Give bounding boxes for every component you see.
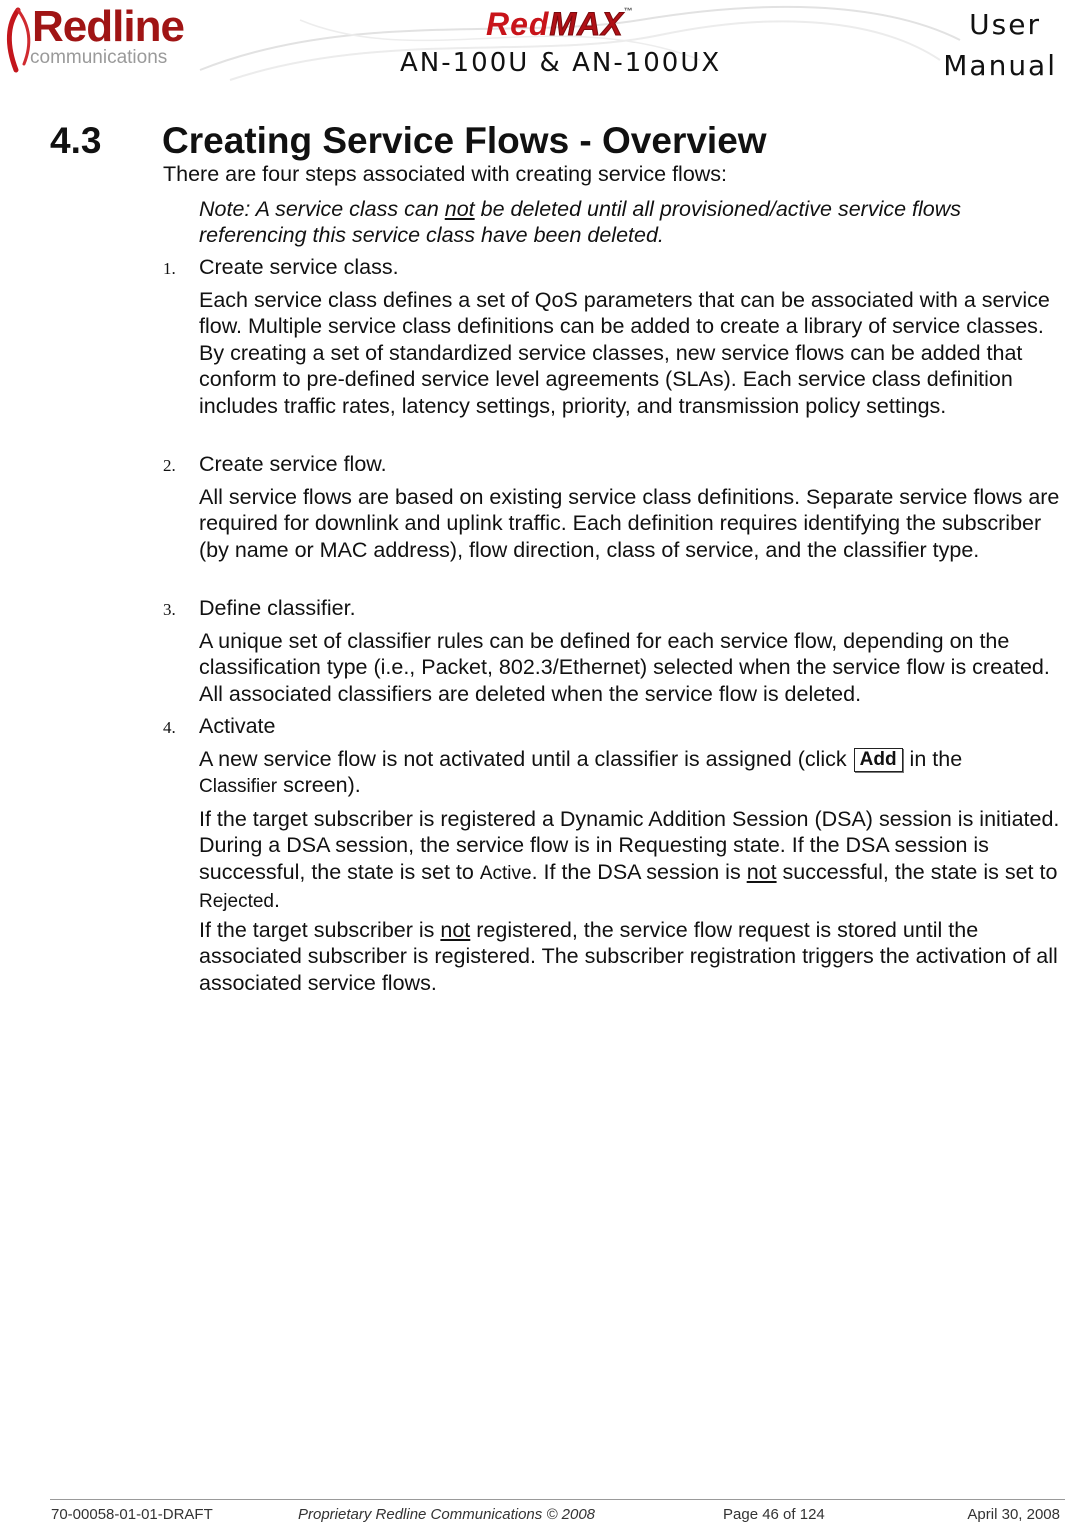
step-3-heading bbox=[163, 596, 356, 621]
step-number: 1. bbox=[163, 259, 176, 278]
step-3-body: A unique set of classifier rules can be defined for each service flow, depending on the classification type (i.e., Packet, 802.3/Ethernet) selected when the service flow is created. All associated classifiers are deleted when the service flow is deleted. bbox=[199, 629, 1050, 706]
step-4-p1-end: screen). bbox=[277, 773, 361, 798]
step-title: Create service class. bbox=[199, 255, 399, 279]
document-type-line2: Manual bbox=[943, 49, 1057, 82]
classifier-screen-name: Classifier bbox=[199, 776, 278, 798]
redline-logo-sub: communications bbox=[30, 47, 168, 68]
step-4-p2-not: not bbox=[746, 859, 777, 884]
step-4-heading bbox=[163, 714, 275, 739]
step-title: Define classifier. bbox=[199, 596, 356, 620]
note-emphasis: not bbox=[444, 197, 475, 221]
step-4-p2-c: successful, the state is set to bbox=[776, 859, 1058, 884]
step-2-body: All service flows are based on existing service class definitions. Separate service flows are required for downlink and uplink traffic. Each definition requires identifying the subscriber (by name or MAC address), flow direction, class of service, and the classifier type. bbox=[199, 485, 1060, 562]
footer-doc-id: 70-00058-01-01-DRAFT bbox=[51, 1506, 213, 1523]
step-number: 4. bbox=[163, 718, 176, 737]
redmax-logo-red: Red bbox=[486, 6, 550, 42]
step-4-p2-b: . If the DSA session is bbox=[531, 859, 747, 884]
footer-date: April 30, 2008 bbox=[967, 1506, 1060, 1523]
step-4-p3-not: not bbox=[440, 918, 471, 942]
document-type-line1: User bbox=[969, 8, 1041, 41]
redmax-logo-tm: ™ bbox=[623, 6, 634, 16]
intro-text: There are four steps associated with creating service flows: bbox=[163, 162, 728, 186]
state-active: Active bbox=[479, 862, 532, 884]
step-4-p3-b: registered, the service flow request is stored until the associated subscriber is registered. The subscriber registration triggers the activation of all associated service flows. bbox=[199, 918, 1058, 995]
step-4-p2-a: If the target subscriber is registered a Dynamic Addition Session (DSA) session is initiated. During a DSA session, the service flow is in Requesting state. If the DSA session is successful, the state is set to bbox=[199, 807, 1060, 884]
step-4-p2-d: . bbox=[274, 888, 280, 913]
step-title: Create service flow. bbox=[199, 452, 387, 476]
section-heading bbox=[50, 120, 767, 162]
add-button: Add bbox=[854, 748, 903, 772]
redmax-logo bbox=[486, 6, 634, 43]
document-type bbox=[943, 4, 1057, 86]
step-number: 2. bbox=[163, 456, 176, 475]
footer-divider bbox=[50, 1499, 1065, 1500]
step-4-p1-before: A new service flow is not activated until a classifier is assigned (click bbox=[199, 747, 853, 771]
section-number: 4.3 bbox=[50, 120, 102, 161]
redline-logo bbox=[4, 4, 214, 74]
step-number: 3. bbox=[163, 600, 176, 619]
footer-page-number: Page 46 of 124 bbox=[723, 1506, 825, 1523]
step-title: Activate bbox=[199, 714, 276, 738]
redline-logo-word: Redline bbox=[32, 2, 184, 51]
state-rejected: Rejected bbox=[199, 891, 274, 913]
step-4-p1-after: in the bbox=[903, 747, 963, 771]
step-4-p3-a: If the target subscriber is bbox=[199, 918, 441, 942]
note-paragraph bbox=[199, 196, 1061, 249]
section-title: Creating Service Flows - Overview bbox=[162, 120, 767, 161]
note-after: be deleted until all provisioned/active service flows referencing this service class have been deleted. bbox=[199, 197, 962, 248]
step-4-paragraph-2 bbox=[199, 806, 1061, 916]
note-before: Note: A service class can bbox=[199, 197, 445, 221]
step-4-paragraph-3 bbox=[199, 917, 1061, 996]
step-1-body: Each service class defines a set of QoS parameters that can be associated with a service flow. Multiple service class definitions can be added to create a library of service classes. By creating a set of standardized service classes, new service flows can be added that conform to pre-defined service level agreements (SLAs). Each service class definition includes traffic rates, latency settings, priority, and transmission policy settings. bbox=[199, 288, 1050, 418]
page-header bbox=[0, 0, 1065, 90]
step-4-paragraph-1 bbox=[199, 746, 1061, 801]
footer-proprietary: Proprietary Redline Communications © 2008 bbox=[298, 1506, 596, 1523]
step-1-heading bbox=[163, 255, 399, 280]
product-model: AN-100U & AN-100UX bbox=[400, 48, 722, 78]
step-2-heading bbox=[163, 452, 387, 477]
redmax-logo-max: MAX bbox=[549, 6, 624, 42]
